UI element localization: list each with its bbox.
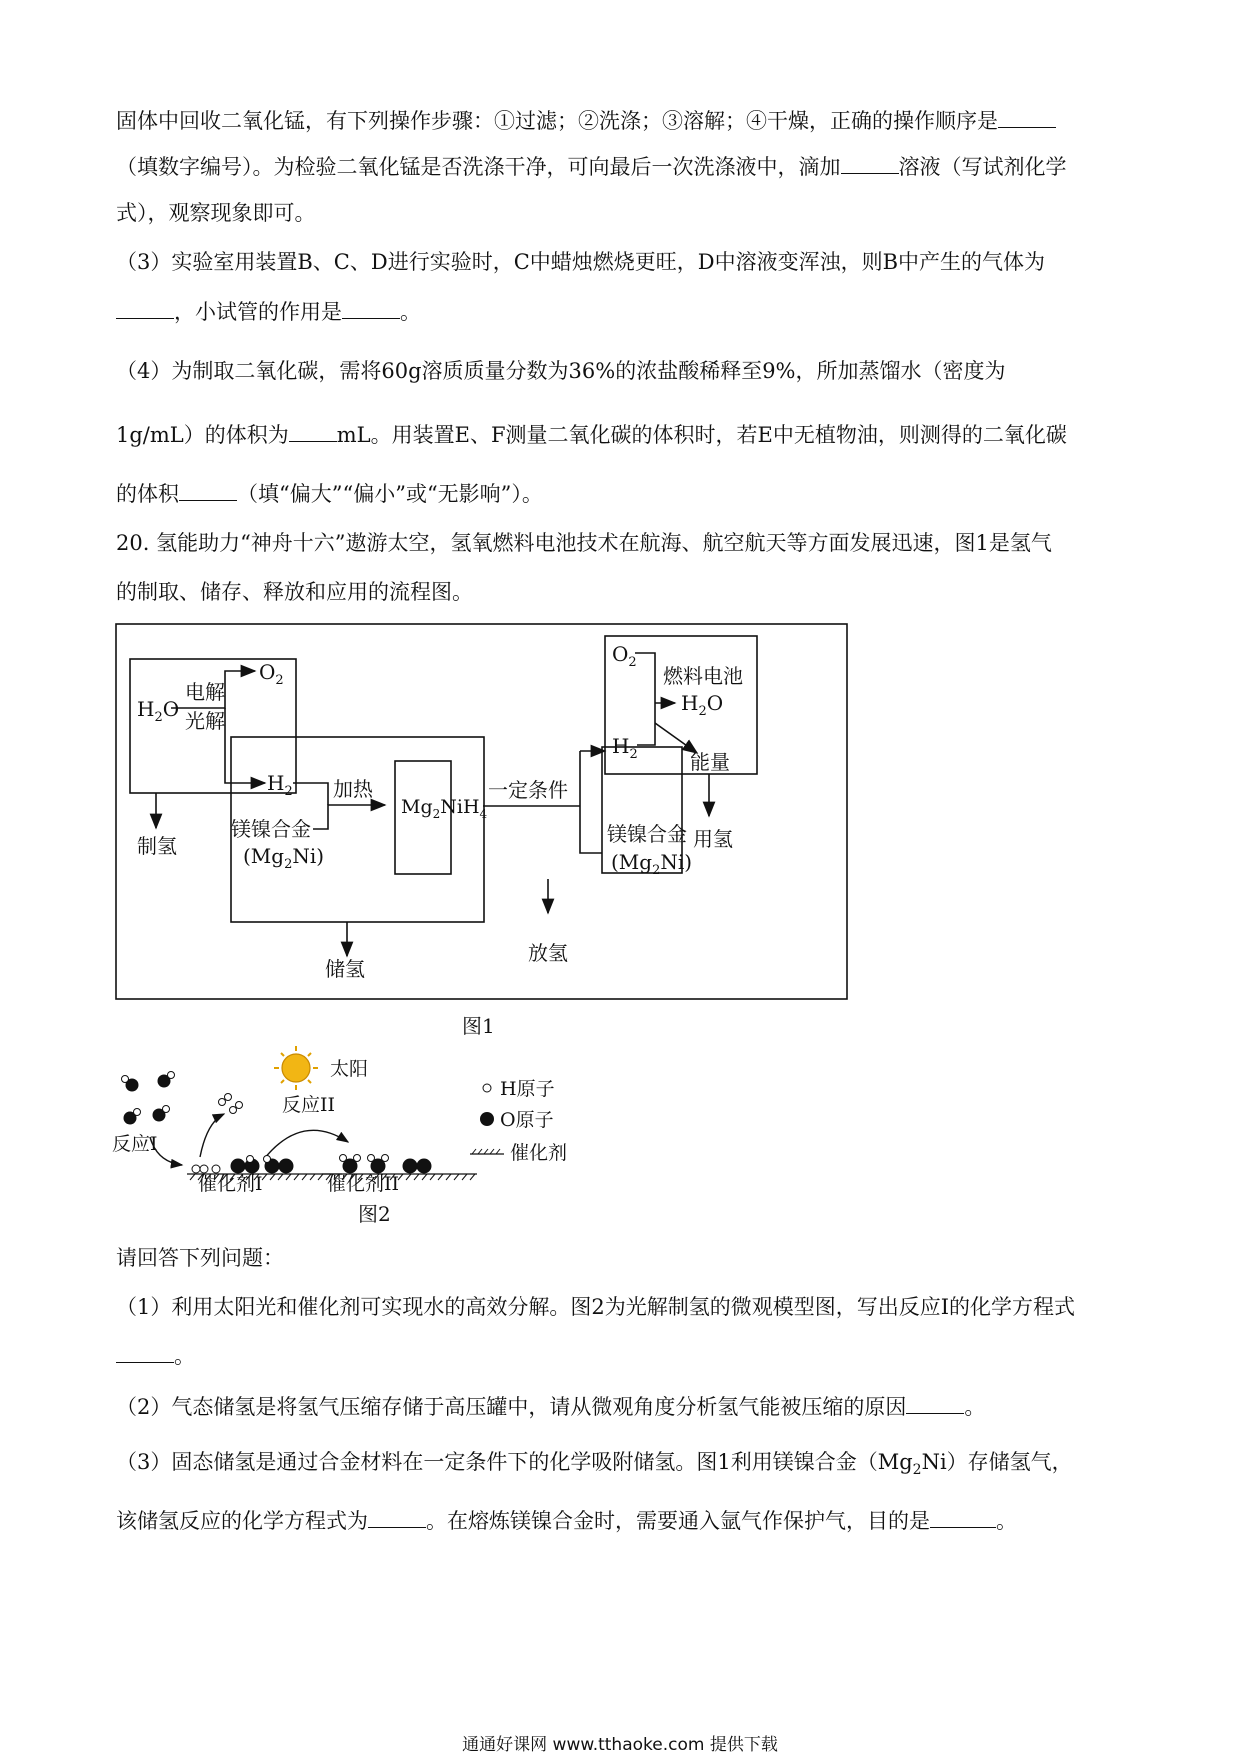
prompt-line: 请回答下列问题： bbox=[116, 1246, 284, 1270]
catalyst-1-label: 催化剂I bbox=[198, 1173, 263, 1192]
answer-blank[interactable] bbox=[116, 298, 174, 319]
figure-1-caption: 图1 bbox=[462, 1014, 495, 1038]
use-hydrogen-label: 用氢 bbox=[693, 827, 733, 851]
answer-blank[interactable] bbox=[116, 1342, 174, 1363]
legend-catalyst-label: 催化剂 bbox=[510, 1142, 568, 1164]
water-molecules bbox=[122, 1072, 175, 1125]
sub-question-3-line-1: （3）固态储氢是通过合金材料在一定条件下的化学吸附储氢。图1利用镁镍合金$(Mg_2Ni)$存储氢气， bbox=[116, 1450, 1073, 1479]
release-hydrogen-label: 放氢 bbox=[528, 941, 568, 965]
reaction-2-label: 反应II bbox=[282, 1094, 336, 1116]
reaction-1-label: 反应I bbox=[112, 1133, 158, 1155]
flow-diagram-figure-1 bbox=[115, 623, 848, 1000]
legend-o-label: O原子 bbox=[500, 1109, 554, 1131]
question-20-line-1: 20. 氢能助力“神舟十六”遨游太空，氢氧燃料电池技术在航海、航空航天等方面发展迅速，图1是氢气 bbox=[116, 531, 1052, 555]
mg2ni-label-right: $(Mg_2Ni)$ bbox=[611, 850, 693, 878]
legend bbox=[470, 1078, 567, 1164]
oxygen-label: $O_2$ bbox=[259, 660, 284, 688]
fuel-cell-label: 燃料电池 bbox=[663, 664, 743, 688]
question-20-line-2: 的制取、储存、释放和应用的流程图。 bbox=[116, 580, 473, 604]
photolysis-label: 光解 bbox=[185, 709, 225, 733]
answer-blank[interactable] bbox=[179, 480, 237, 501]
hydride-label: $Mg_2NiH_4$ bbox=[401, 796, 488, 821]
electrolysis-label: 电解 bbox=[185, 680, 225, 704]
text-line-5: ，小试管的作用是 。 bbox=[116, 297, 1136, 327]
sub-question-1-line-1: （1）利用太阳光和催化剂可实现水的高效分解。图2为光解制氢的微观模型图，写出反应I的化学方程式 bbox=[116, 1295, 1076, 1319]
text-line-4: （3）实验室用装置B、C、D进行实验时，C中蜡烛燃烧更旺，D中溶液变浑浊，则B中产生的气体为 bbox=[116, 250, 1046, 274]
answer-blank[interactable] bbox=[841, 153, 899, 174]
figure-2-caption: 图2 bbox=[358, 1202, 391, 1226]
water-label: $H_2O$ bbox=[137, 697, 180, 725]
answer-blank[interactable] bbox=[930, 1507, 996, 1528]
alloy-label-right: 镁镍合金 bbox=[607, 822, 687, 846]
heating-label: 加热 bbox=[333, 777, 373, 801]
produce-hydrogen-label: 制氢 bbox=[137, 834, 177, 858]
legend-h-label: H原子 bbox=[500, 1078, 555, 1100]
fuel-cell-oxygen-label: $O_2$ bbox=[612, 642, 637, 670]
hydrogen-label: $H_2$ bbox=[267, 771, 293, 799]
fuel-cell-hydrogen-label: $H_2$ bbox=[612, 734, 638, 762]
sun-label: 太阳 bbox=[330, 1058, 369, 1080]
sun-icon bbox=[274, 1046, 318, 1090]
answer-blank[interactable] bbox=[998, 107, 1056, 128]
footer-watermark: 通通好课网 www.tthaoke.com 提供下载 bbox=[462, 1735, 778, 1755]
condition-label: 一定条件 bbox=[488, 778, 568, 802]
catalyst-2-label: 催化剂II bbox=[327, 1173, 400, 1192]
answer-blank[interactable] bbox=[342, 298, 400, 319]
answer-blank[interactable] bbox=[368, 1507, 426, 1528]
text-line-1: 固体中回收二氧化锰，有下列操作步骤：①过滤；②洗涤；③溶解；④干燥，正确的操作顺序是 bbox=[116, 106, 1136, 136]
mg2ni-label-left: $(Mg_2Ni)$ bbox=[243, 844, 325, 872]
sub-question-3-line-2: 该储氢反应的化学方程式为 。在熔炼镁镍合金时，需要通入氩气作保护气，目的是 。 bbox=[116, 1509, 1017, 1533]
answer-blank[interactable] bbox=[289, 421, 337, 442]
text-line-2: （填数字编号）。为检验二氧化锰是否洗涤干净，可向最后一次洗涤液中，滴加 溶液（写试剂化学 bbox=[116, 155, 1067, 179]
micro-model-figure-2 bbox=[112, 1042, 672, 1192]
store-hydrogen-label: 储氢 bbox=[325, 957, 365, 981]
text-line-7: 1g/mL）的体积为 mL。用装置E、F测量二氧化碳的体积时，若E中无植物油，则测得的二氧化碳 bbox=[116, 423, 1067, 447]
alloy-label-left: 镁镍合金 bbox=[231, 817, 311, 841]
text-line-6: （4）为制取二氧化碳，需将60g溶质质量分数为36%的浓盐酸稀释至9%，所加蒸馏水（密度为 bbox=[116, 359, 1006, 383]
sub-question-1-line-2: 。 bbox=[116, 1341, 1136, 1371]
energy-label: 能量 bbox=[690, 750, 730, 774]
answer-blank[interactable] bbox=[906, 1393, 964, 1414]
water-product-label: $H_2O$ bbox=[681, 691, 724, 719]
text-line-3: 式），观察现象即可。 bbox=[116, 201, 316, 225]
sub-question-2: （2）气态储氢是将氢气压缩存储于高压罐中，请从微观角度分析氢气能被压缩的原因 。 bbox=[116, 1395, 986, 1419]
text-line-8: 的体积 （填“偏大”“偏小”或“无影响”）。 bbox=[116, 482, 543, 506]
